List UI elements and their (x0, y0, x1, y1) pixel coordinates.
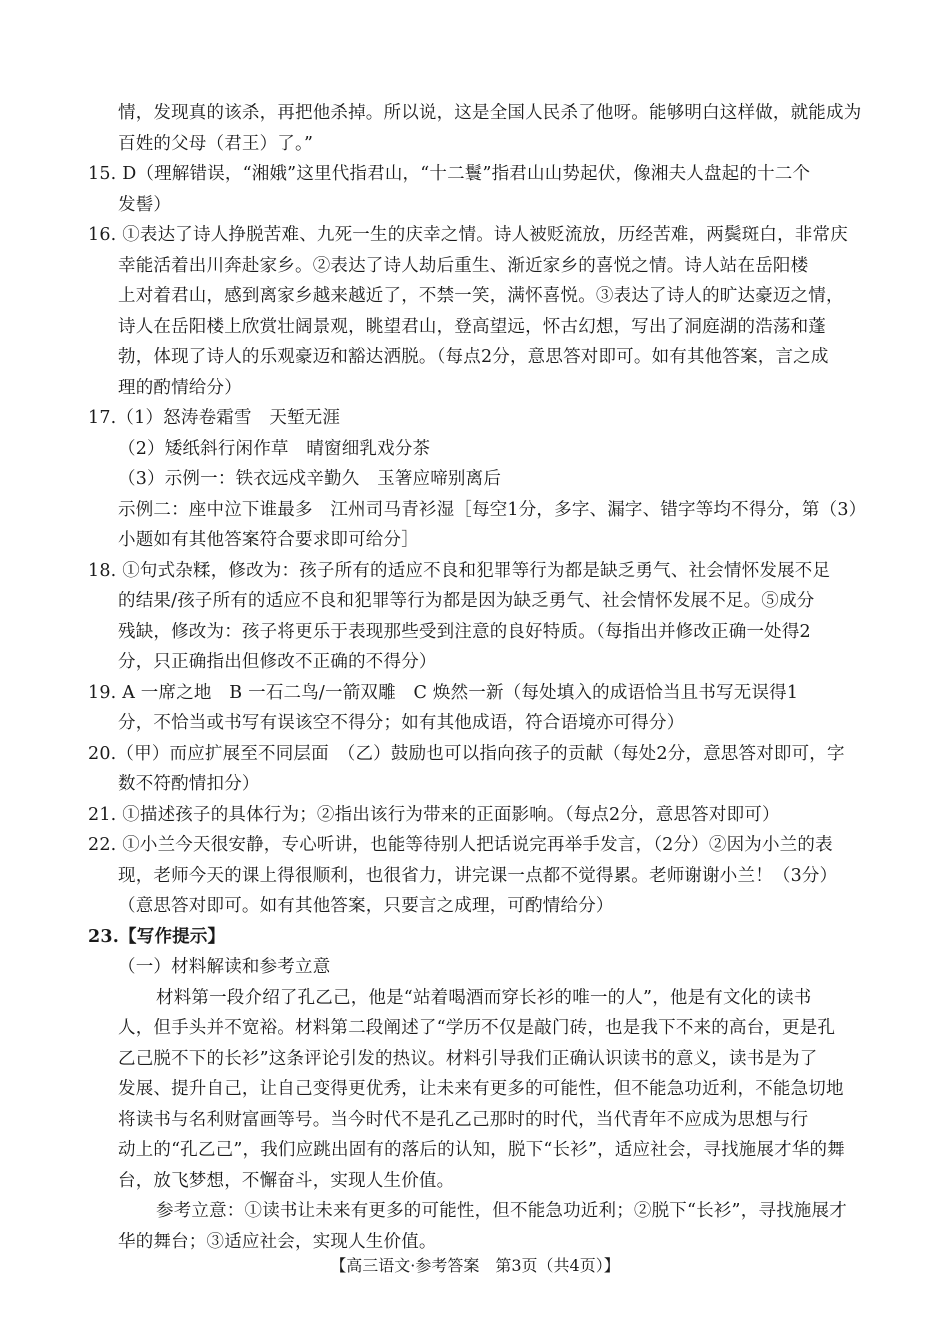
text-line: 残缺，修改为：孩子将更乐于表现那些受到注意的良好特质。（每指出并修改正确一处得2 (118, 621, 811, 642)
text-line: （一）材料解读和参考立意 (118, 957, 331, 977)
text-line: 百姓的父母（君王）了。” (118, 133, 314, 154)
text-line: 示例二：座中泣下谁最多 江州司马青衫湿［每空1分，多字、漏字、错字等均不得分，第（3） (118, 499, 867, 520)
text-line: 现，老师今天的课上得很顺利，也很省力，讲完课一点都不觉得累。老师谢谢小兰！（3分） (118, 865, 838, 886)
text-line: 参考立意：①读书让未来有更多的可能性，但不能急功近利；②脱下“长衫”，寻找施展才 (156, 1201, 847, 1221)
text-line: 15. D（理解错误，“湘娥”这里代指君山，“十二鬟”指君山山势起伏，像湘夫人盘起的十二个 (88, 164, 811, 184)
text-line: 幸能活着出川奔赴家乡。②表达了诗人劫后重生、渐近家乡的喜悦之情。诗人站在岳阳楼 (118, 255, 809, 276)
text-line: 华的舞台；③适应社会，实现人生价值。 (118, 1231, 437, 1252)
text-line: 情，发现真的该杀，再把他杀掉。所以说，这是全国人民杀了他呀。能够明白这样做，就能成为 (118, 103, 862, 123)
text-line: 小题如有其他答案符合要求即可给分］ (118, 530, 419, 550)
text-line: 材料第一段介绍了孔乙己，他是“站着喝酒而穿长衫的唯一的人”，他是有文化的读书 (156, 987, 812, 1008)
text-line: 将读书与名利财富画等号。当今时代不是孔乙己那时的时代，当代青年不应成为思想与行 (118, 1109, 809, 1130)
text-line: （2）矮纸斜行闲作草 晴窗细乳戏分茶 (118, 438, 431, 459)
text-line: 分，不恰当或书写有误该空不得分；如有其他成语，符合语境亦可得分） (118, 713, 685, 733)
question-23-heading: 23.【写作提示】 (88, 926, 226, 947)
text-line: 20.（甲）而应扩展至不同层面 （乙）鼓励也可以指向孩子的贡献（每处2分，意思答对即可，字 (88, 743, 845, 764)
text-line: （意思答对即可。如有其他答案，只要言之成理，可酌情给分） (118, 896, 614, 916)
text-line: 勃，体现了诗人的乐观豪迈和豁达洒脱。（每点2分，意思答对即可。如有其他答案，言之成 (118, 347, 829, 367)
text-line: 19. A 一席之地 B 一石二鸟/一箭双雕 C 焕然一新（每处填入的成语恰当且书写无误得1 (88, 682, 799, 703)
text-line: 动上的“孔乙己”，我们应跳出固有的落后的认知，脱下“长衫”，适应社会，寻找施展才华的舞 (118, 1140, 845, 1160)
text-line: 21. ①描述孩子的具体行为；②指出该行为带来的正面影响。（每点2分，意思答对即可） (88, 804, 780, 825)
text-line: （3）示例一：铁衣远戍辛勤久 玉箸应啼别离后 (118, 469, 502, 489)
text-line: 16. ①表达了诗人挣脱苦难、九死一生的庆幸之情。诗人被贬流放，历经苦难，两鬓斑白，非常庆 (88, 225, 848, 245)
text-line: 乙己脱不下的长衫”这条评论引发的热议。材料引导我们正确认识读书的意义，读书是为了 (118, 1048, 818, 1069)
text-line: 诗人在岳阳楼上欣赏壮阔景观，眺望君山，登高望远，怀古幻想，写出了洞庭湖的浩荡和蓬 (118, 316, 826, 337)
text-line: 理的酌情给分） (118, 377, 242, 398)
text-line: 发髻） (118, 194, 172, 215)
text-line: 人，但手头并不宽裕。材料第二段阐述了“学历不仅是敲门砖，也是我下不来的高台，更是孔 (118, 1018, 836, 1038)
text-line: 数不符酌情扣分） (118, 774, 260, 794)
page-footer: 【高三语文·参考答案 第3页（共4页）】 (330, 1256, 620, 1275)
text-line: 17.（1）怒涛卷霜雪 天堑无涯 (88, 408, 341, 428)
text-line: 22. ①小兰今天很安静，专心听讲，也能等待别人把话说完再举手发言，（2分）②因为小兰的表 (88, 835, 833, 855)
text-line: 18. ①句式杂糅，修改为：孩子所有的适应不良和犯罪等行为都是缺乏勇气、社会情怀发展不足 (88, 560, 831, 581)
text-line: 分，只正确指出但修改不正确的不得分） (118, 652, 437, 672)
text-line: 发展、提升自己，让自己变得更优秀，让未来有更多的可能性，但不能急功近利，不能急切地 (118, 1079, 844, 1099)
text-line: 上对着君山，感到离家乡越来越近了，不禁一笑，满怀喜悦。③表达了诗人的旷达豪迈之情， (118, 286, 844, 306)
text-line: 的结果/孩子所有的适应不良和犯罪等行为都是因为缺乏勇气、社会情怀发展不足。⑤成分 (118, 591, 815, 611)
text-line: 台，放飞梦想，不懈奋斗，实现人生价值。 (118, 1170, 455, 1191)
